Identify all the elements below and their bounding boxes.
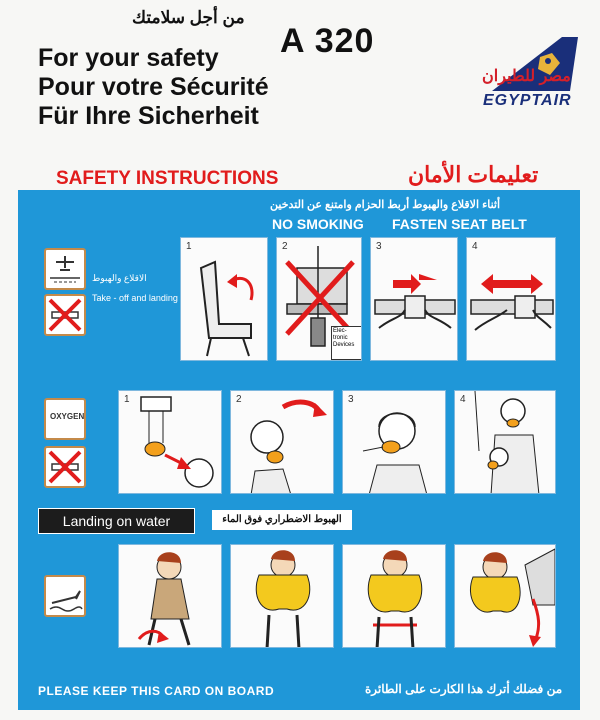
panel-number: 2: [282, 241, 288, 252]
fasten-belt-panel: [370, 237, 458, 361]
panel-number: 1: [186, 241, 192, 252]
panel-number: 4: [460, 394, 466, 405]
title-french: Pour votre Sécurité: [38, 73, 269, 101]
oxygen-mask-pull-panel: [230, 390, 334, 494]
takeoff-landing-icon: [44, 248, 86, 290]
electronic-devices-note: Elec- tronic Devices: [331, 326, 362, 360]
no-smoking-icon: [44, 294, 86, 336]
title-english: For your safety: [38, 44, 219, 72]
no-electronics-panel: [276, 237, 362, 361]
panel-number: 2: [236, 394, 242, 405]
no-smoking-heading: NO SMOKING: [272, 216, 364, 232]
panel-number: 3: [376, 241, 382, 252]
keep-card-notice-ar: من فضلك أترك هذا الكارت على الطائرة: [365, 682, 563, 696]
life-vest-retrieve-panel: [118, 544, 222, 648]
aircraft-model: A 320: [280, 22, 375, 60]
multilingual-title: [38, 44, 269, 131]
landing-on-water-label-ar: الهبوط الاضطراري فوق الماء: [212, 510, 352, 530]
landing-on-water-label: Landing on water: [38, 508, 195, 534]
keep-card-notice-en: PLEASE KEEP THIS CARD ON BOARD: [38, 684, 275, 698]
section-title-ar: تعليمات الأمان: [408, 162, 539, 187]
section-title-en: SAFETY INSTRUCTIONS: [56, 168, 279, 189]
title-german: Für Ihre Sicherheit: [38, 102, 259, 130]
life-vest-don-panel: [230, 544, 334, 648]
panel-number: 4: [472, 241, 478, 252]
oxygen-icon: [44, 398, 86, 440]
panel-number: 3: [348, 394, 354, 405]
seat-upright-panel: [180, 237, 268, 361]
life-vest-tie-panel: [342, 544, 446, 648]
oxygen-help-child-panel: [454, 390, 556, 494]
oxygen-mask-fit-panel: [342, 390, 446, 494]
panel-number: 1: [124, 394, 130, 405]
arabic-title: من أجل سلامتك: [132, 8, 245, 27]
oxygen-mask-drop-panel: [118, 390, 222, 494]
logo-english: EGYPTAIR: [483, 92, 572, 109]
oxygen-label: OXYGEN: [50, 412, 85, 421]
no-smoking-oxygen-icon: [44, 446, 86, 488]
unfasten-belt-panel: [466, 237, 556, 361]
logo-arabic: مصر للطيران: [482, 68, 571, 85]
takeoff-instruction-ar: أثناء الاقلاع والهبوط أربط الحزام وامتنع عن التدخين: [270, 199, 501, 211]
life-vest-inflate-panel: [454, 544, 556, 648]
water-landing-icon: [44, 575, 86, 617]
takeoff-label-en: Take - off and landing: [92, 293, 178, 303]
takeoff-label-ar: الاقلاع والهبوط: [92, 273, 147, 283]
seat-belt-heading: FASTEN SEAT BELT: [392, 216, 527, 232]
